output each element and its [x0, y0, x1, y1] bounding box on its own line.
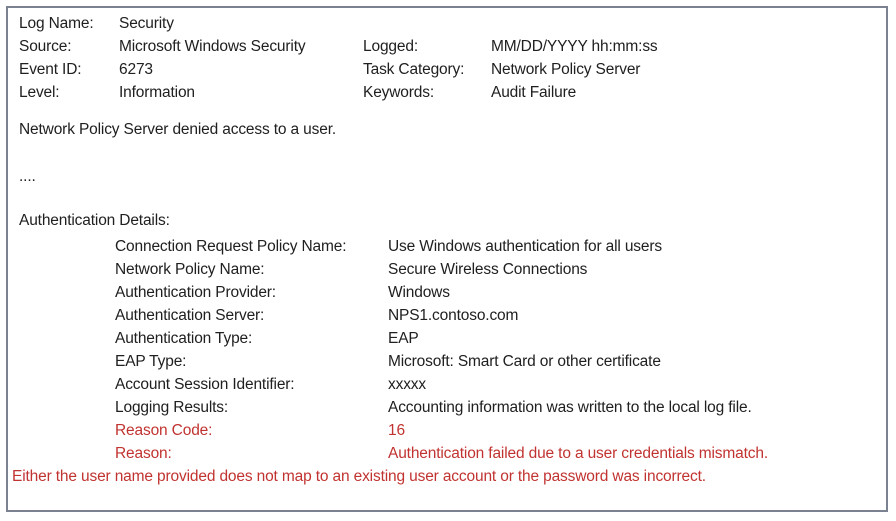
source-label: Source: — [19, 38, 72, 55]
network-policy-name-value: Secure Wireless Connections — [388, 261, 588, 278]
authentication-details-heading: Authentication Details: — [19, 212, 170, 229]
keywords-value: Audit Failure — [491, 84, 577, 101]
omitted-content-ellipsis: .... — [19, 168, 36, 185]
connection-request-policy-value: Use Windows authentication for all users — [388, 238, 662, 255]
level-value: Information — [119, 84, 195, 101]
authentication-type-label: Authentication Type: — [115, 330, 253, 347]
header-spacer — [491, 12, 876, 35]
account-session-identifier-label: Account Session Identifier: — [115, 376, 295, 393]
event-detail-panel — [6, 6, 888, 512]
reason-code-value: 16 — [388, 422, 405, 439]
authentication-type-value: EAP — [388, 330, 419, 347]
credentials-mismatch-note: Either the user name provided does not map to an existing user account or the password was incorrect. — [12, 468, 706, 485]
log-name-label: Log Name: — [19, 15, 94, 32]
event-id-value: 6273 — [119, 61, 153, 78]
authentication-server-value: NPS1.contoso.com — [388, 307, 519, 324]
level-label: Level: — [19, 84, 60, 101]
connection-request-policy-label: Connection Request Policy Name: — [115, 238, 347, 255]
logged-label: Logged: — [363, 38, 418, 55]
logging-results-label: Logging Results: — [115, 399, 229, 416]
reason-value: Authentication failed due to a user credentials mismatch. — [388, 445, 769, 462]
event-id-label: Event ID: — [19, 61, 82, 78]
source-value: Microsoft Windows Security — [119, 38, 306, 55]
authentication-provider-label: Authentication Provider: — [115, 284, 276, 301]
network-policy-name-label: Network Policy Name: — [115, 261, 265, 278]
keywords-label: Keywords: — [363, 84, 435, 101]
eap-type-label: EAP Type: — [115, 353, 187, 370]
event-header — [19, 12, 876, 104]
event-description: Network Policy Server denied access to a user. — [19, 121, 337, 138]
account-session-identifier-value: xxxxx — [388, 376, 427, 393]
authentication-provider-value: Windows — [388, 284, 450, 301]
reason-label: Reason: — [115, 445, 172, 462]
logging-results-value: Accounting information was written to the local log file. — [388, 399, 752, 416]
task-category-value: Network Policy Server — [491, 61, 641, 78]
reason-code-label: Reason Code: — [115, 422, 213, 439]
authentication-server-label: Authentication Server: — [115, 307, 265, 324]
authentication-details-list — [115, 235, 876, 465]
log-name-value: Security — [119, 15, 174, 32]
eap-type-value: Microsoft: Smart Card or other certificate — [388, 353, 661, 370]
task-category-label: Task Category: — [363, 61, 465, 78]
logged-value: MM/DD/YYYY hh:mm:ss — [491, 38, 658, 55]
header-spacer — [363, 12, 491, 35]
